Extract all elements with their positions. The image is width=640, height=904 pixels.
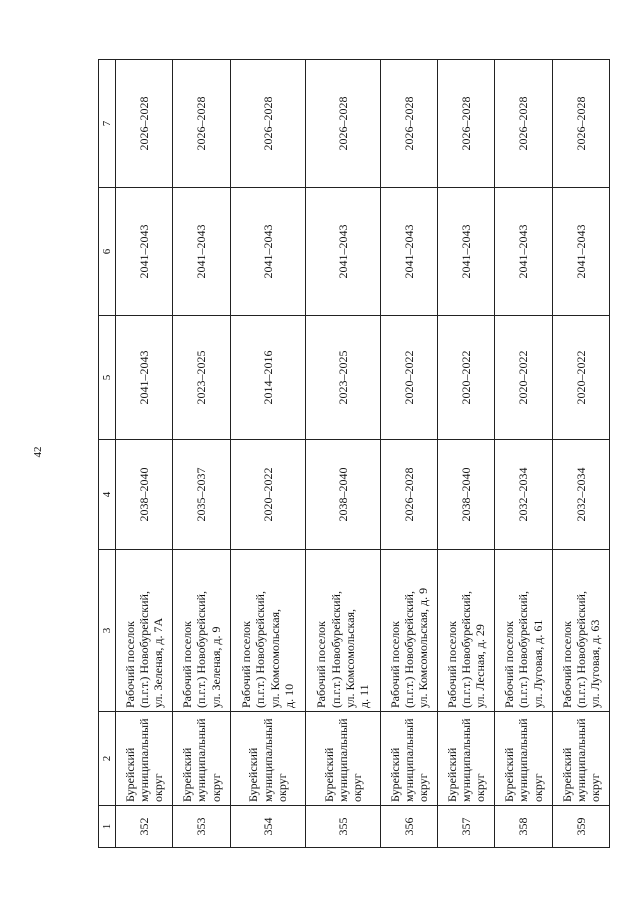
period-col4-cell: 2038–2040 [116,440,173,550]
district-cell [380,712,437,806]
address-line: (п.г.т.) Новобурейский, [516,591,531,708]
address-line: ул. Лесная, д. 29 [473,624,488,708]
period-col4-cell: 2038–2040 [438,440,495,550]
district-line: округ [587,773,602,802]
period-col7-cell: 2026–2028 [438,60,495,188]
district-cell [173,712,230,806]
period-col5-cell: 2023–2025 [173,316,230,440]
address-line: д. 11 [356,684,371,708]
period-col5-cell: 2020–2022 [438,316,495,440]
address-cell [305,550,380,712]
district-line: муниципальный [137,718,152,802]
address-line: (п.г.т.) Новобурейский, [401,591,416,708]
address-line: (п.г.т.) Новобурейский, [459,591,474,708]
district-line: Бурейский [246,747,261,802]
period-col7-cell: 2026–2028 [305,60,380,188]
period-col4-cell: 2026–2028 [380,440,437,550]
period-col7-cell: 2026–2028 [552,60,609,188]
district-line: округ [151,773,166,802]
district-cell [305,712,380,806]
district-line: округ [208,773,223,802]
row-number-cell: 353 [173,806,230,848]
period-col4-cell: 2032–2034 [495,440,552,550]
column-number-3: 3 [99,550,116,712]
period-col6-cell: 2041–2043 [230,188,305,316]
district-line: муниципальный [459,718,474,802]
address-cell [230,550,305,712]
address-line: ул. Комсомольская, [342,608,357,708]
period-col6-cell: 2041–2043 [552,188,609,316]
address-line: Рабочий поселок [502,620,517,708]
district-line: Бурейский [559,747,574,802]
table-row [380,60,437,848]
district-line: Бурейский [122,747,137,802]
period-col6-cell: 2041–2043 [173,188,230,316]
address-cell [438,550,495,712]
district-line: Бурейский [321,747,336,802]
period-col5-cell: 2020–2022 [552,316,609,440]
period-col5-cell: 2014–2016 [230,316,305,440]
address-line: ул. Зеленая, д. 9 [208,626,223,708]
address-line: (п.г.т.) Новобурейский, [253,591,268,708]
table-row [305,60,380,848]
column-number-1: 1 [99,806,116,848]
district-line: муниципальный [401,718,416,802]
address-line: (п.г.т.) Новобурейский, [573,591,588,708]
period-col6-cell: 2041–2043 [495,188,552,316]
address-line: Рабочий поселок [387,620,402,708]
address-line: Рабочий поселок [180,620,195,708]
district-line: округ [473,773,488,802]
address-cell [380,550,437,712]
rotated-page [98,60,610,848]
table-row [495,60,552,848]
district-line: округ [274,773,289,802]
period-col7-cell: 2026–2028 [380,60,437,188]
table-body [99,60,610,848]
district-line: Бурейский [502,747,517,802]
address-cell [116,550,173,712]
address-line: д. 10 [281,683,296,708]
period-col6-cell: 2041–2043 [305,188,380,316]
period-col7-cell: 2026–2028 [173,60,230,188]
period-col6-cell: 2041–2043 [438,188,495,316]
district-line: округ [416,773,431,802]
row-number-cell: 355 [305,806,380,848]
period-col5-cell: 2041–2043 [116,316,173,440]
district-cell [438,712,495,806]
period-col5-cell: 2023–2025 [305,316,380,440]
district-line: муниципальный [573,718,588,802]
row-number-cell: 357 [438,806,495,848]
address-line: Рабочий поселок [314,620,329,708]
period-col7-cell: 2026–2028 [230,60,305,188]
period-col7-cell: 2026–2028 [116,60,173,188]
page-number: 42 [32,446,44,458]
table-row [116,60,173,848]
period-col6-cell: 2041–2043 [380,188,437,316]
column-number-4: 4 [99,440,116,550]
table-row [552,60,609,848]
district-cell [495,712,552,806]
buildings-table [98,59,610,848]
column-number-5: 5 [99,316,116,440]
address-cell [173,550,230,712]
district-cell [230,712,305,806]
column-number-7: 7 [99,60,116,188]
district-cell [116,712,173,806]
address-line: Рабочий поселок [559,620,574,708]
period-col6-cell: 2041–2043 [116,188,173,316]
row-number-cell: 356 [380,806,437,848]
district-line: Бурейский [387,747,402,802]
address-line: Рабочий поселок [122,620,137,708]
address-line: ул. Луговая, д. 63 [587,619,602,708]
address-line: (п.г.т.) Новобурейский, [328,591,343,708]
district-line: Бурейский [180,747,195,802]
period-col4-cell: 2020–2022 [230,440,305,550]
district-line: округ [530,773,545,802]
address-line: Рабочий поселок [239,620,254,708]
address-line: ул. Комсомольская, д. 9 [416,587,431,708]
district-line: муниципальный [516,718,531,802]
district-line: муниципальный [260,718,275,802]
column-number-2: 2 [99,712,116,806]
period-col5-cell: 2020–2022 [495,316,552,440]
address-line: Рабочий поселок [445,620,459,708]
address-line: ул. Комсомольская, [267,608,282,708]
district-line: Бурейский [445,747,459,802]
address-cell [495,550,552,712]
table-region [98,60,610,848]
table-row [230,60,305,848]
table-row [438,60,495,848]
address-cell [552,550,609,712]
district-line: муниципальный [335,718,350,802]
period-col4-cell: 2038–2040 [305,440,380,550]
column-number-row [99,60,116,848]
period-col4-cell: 2032–2034 [552,440,609,550]
address-line: ул. Луговая, д. 61 [530,619,545,708]
period-col5-cell: 2020–2022 [380,316,437,440]
address-line: ул. Зеленая, д. 7А [151,617,166,708]
row-number-cell: 358 [495,806,552,848]
district-line: муниципальный [194,718,209,802]
address-line: (п.г.т.) Новобурейский, [137,591,152,708]
district-cell [552,712,609,806]
row-number-cell: 359 [552,806,609,848]
period-col7-cell: 2026–2028 [495,60,552,188]
table-row [173,60,230,848]
period-col4-cell: 2035–2037 [173,440,230,550]
row-number-cell: 352 [116,806,173,848]
district-line: округ [349,773,364,802]
column-number-6: 6 [99,188,116,316]
address-line: (п.г.т.) Новобурейский, [194,591,209,708]
row-number-cell: 354 [230,806,305,848]
